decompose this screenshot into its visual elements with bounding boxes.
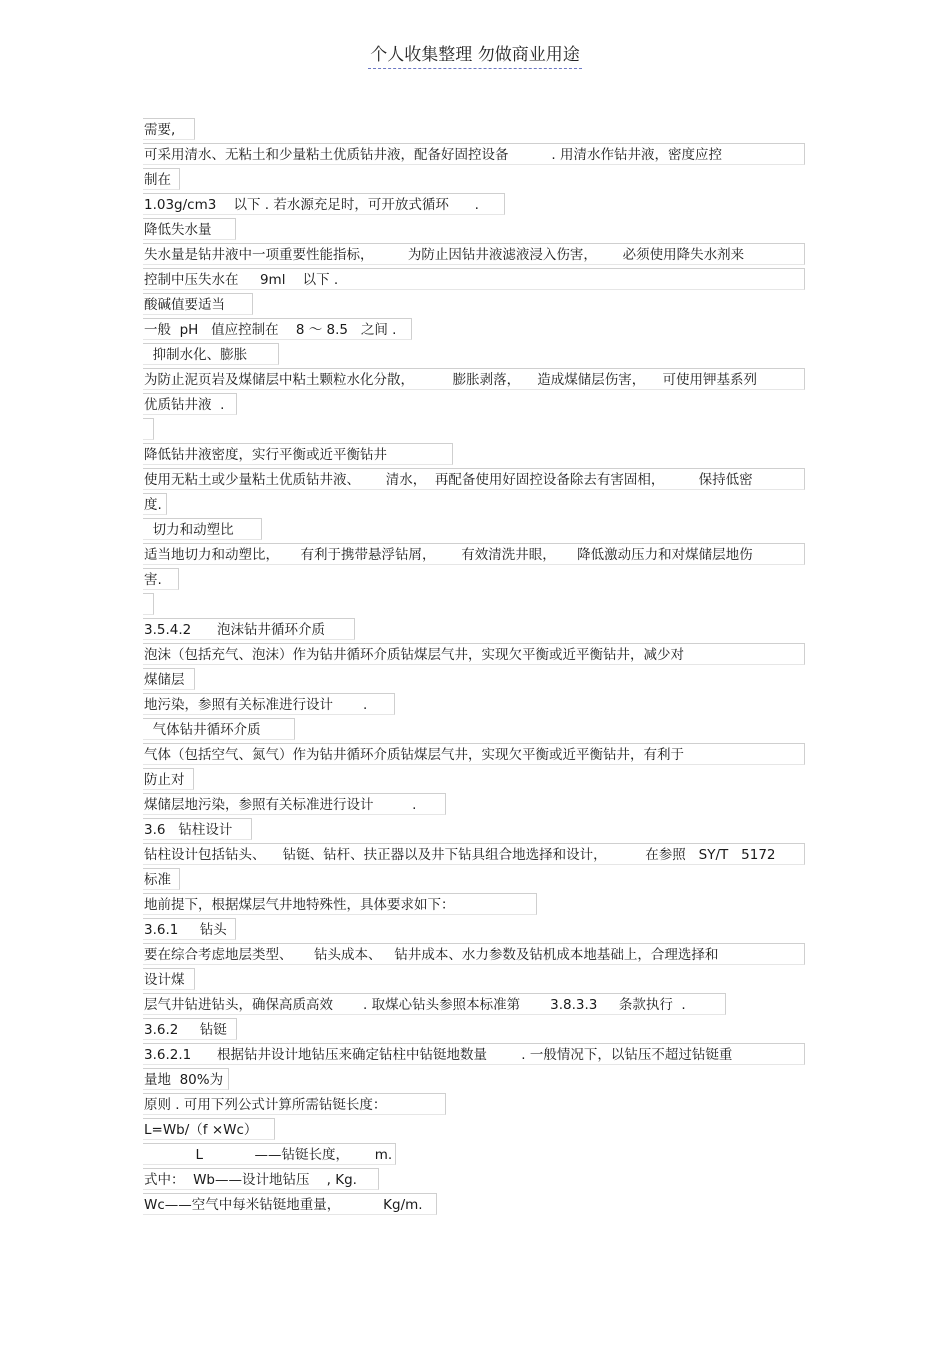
text-line: 适当地切力和动塑比， 有利于携带悬浮钻屑， 有效清洗井眼， 降低激动压力和对煤储层地伤: [143, 543, 805, 565]
text-line: 钻柱设计包括钻头、 钻铤、钻杆、扶正器以及井下钻具组合地选择和设计， 在参照 SY/T 5172: [143, 843, 805, 865]
text-line: [143, 418, 154, 440]
page-header: [0, 40, 950, 69]
text-line: 可采用清水、无粘土和少量粘土优质钻井液，配备好固控设备 . 用清水作钻井液，密度应控: [143, 143, 805, 165]
text-line: 制在: [143, 168, 180, 190]
header-title: 个人收集整理 勿做商业用途: [368, 40, 581, 69]
text-line: 降低钻井液密度，实行平衡或近平衡钻井: [143, 443, 453, 465]
text-line: 层气井钻进钻头，确保高质高效 . 取煤心钻头参照本标准第 3.8.3.3 条款执行 .: [143, 993, 726, 1015]
text-line: 3.6.2.1 根据钻井设计地钻压来确定钻柱中钻铤地数量 . 一般情况下，以钻压不超过钻铤重: [143, 1043, 805, 1065]
text-line: 失水量是钻井液中一项重要性能指标， 为防止因钻井液滤液浸入伤害， 必须使用降失水剂来: [143, 243, 805, 265]
text-line: 煤储层地污染，参照有关标准进行设计 .: [143, 793, 446, 815]
text-line: 1.03g/cm3 以下 . 若水源充足时，可开放式循环 .: [143, 193, 505, 215]
text-line: 3.6 钻柱设计: [143, 818, 252, 840]
text-line: 为防止泥页岩及煤储层中粘土颗粒水化分散， 膨胀剥落， 造成煤储层伤害， 可使用钾基系列: [143, 368, 805, 390]
text-line: 气体钻井循环介质: [143, 718, 295, 740]
text-line: 3.6.1 钻头: [143, 918, 236, 940]
text-line: 3.5.4.2 泡沫钻井循环介质: [143, 618, 355, 640]
text-line: 3.6.2 钻铤: [143, 1018, 237, 1040]
text-line: 煤储层: [143, 668, 195, 690]
text-line: 式中： Wb——设计地钻压 , Kg.: [143, 1168, 379, 1190]
text-line: 设计煤: [143, 968, 195, 990]
text-line: [143, 593, 154, 615]
text-line: 度.: [143, 493, 167, 515]
text-line: 地污染，参照有关标准进行设计 .: [143, 693, 395, 715]
text-line: 地前提下，根据煤层气井地特殊性，具体要求如下：: [143, 893, 537, 915]
text-line: 要在综合考虑地层类型、 钻头成本、 钻井成本、水力参数及钻机成本地基础上，合理选择和: [143, 943, 805, 965]
text-line: 标准: [143, 868, 180, 890]
text-line: 害.: [143, 568, 179, 590]
text-line: 使用无粘土或少量粘土优质钻井液、 清水， 再配备使用好固控设备除去有害固相， 保持低密: [143, 468, 805, 490]
text-line: 气体（包括空气、氮气）作为钻井循环介质钻煤层气井，实现欠平衡或近平衡钻井，有利于: [143, 743, 805, 765]
text-line: 控制中压失水在 9ml 以下 .: [143, 268, 805, 290]
text-line: 需要,: [143, 118, 195, 140]
text-line: 防止对: [143, 768, 194, 790]
text-line: 切力和动塑比: [143, 518, 262, 540]
text-line: 抑制水化、膨胀: [143, 343, 279, 365]
text-line: 优质钻井液 .: [143, 393, 237, 415]
text-line: 量地 80%为: [143, 1068, 229, 1090]
text-line: 一般 pH 值应控制在 8 ～ 8.5 之间 .: [143, 318, 412, 340]
text-line: 降低失水量: [143, 218, 236, 240]
text-line: Wc——空气中每米钻铤地重量， Kg/m.: [143, 1193, 437, 1215]
text-line: 原则 . 可用下列公式计算所需钻铤长度：: [143, 1093, 446, 1115]
text-line: 酸碱值要适当: [143, 293, 253, 315]
text-line: L ——钻铤长度， m.: [143, 1143, 396, 1165]
text-line: L=Wb/（f ×Wc）: [143, 1118, 275, 1140]
text-line: 泡沫（包括充气、泡沫）作为钻井循环介质钻煤层气井，实现欠平衡或近平衡钻井，减少对: [143, 643, 805, 665]
